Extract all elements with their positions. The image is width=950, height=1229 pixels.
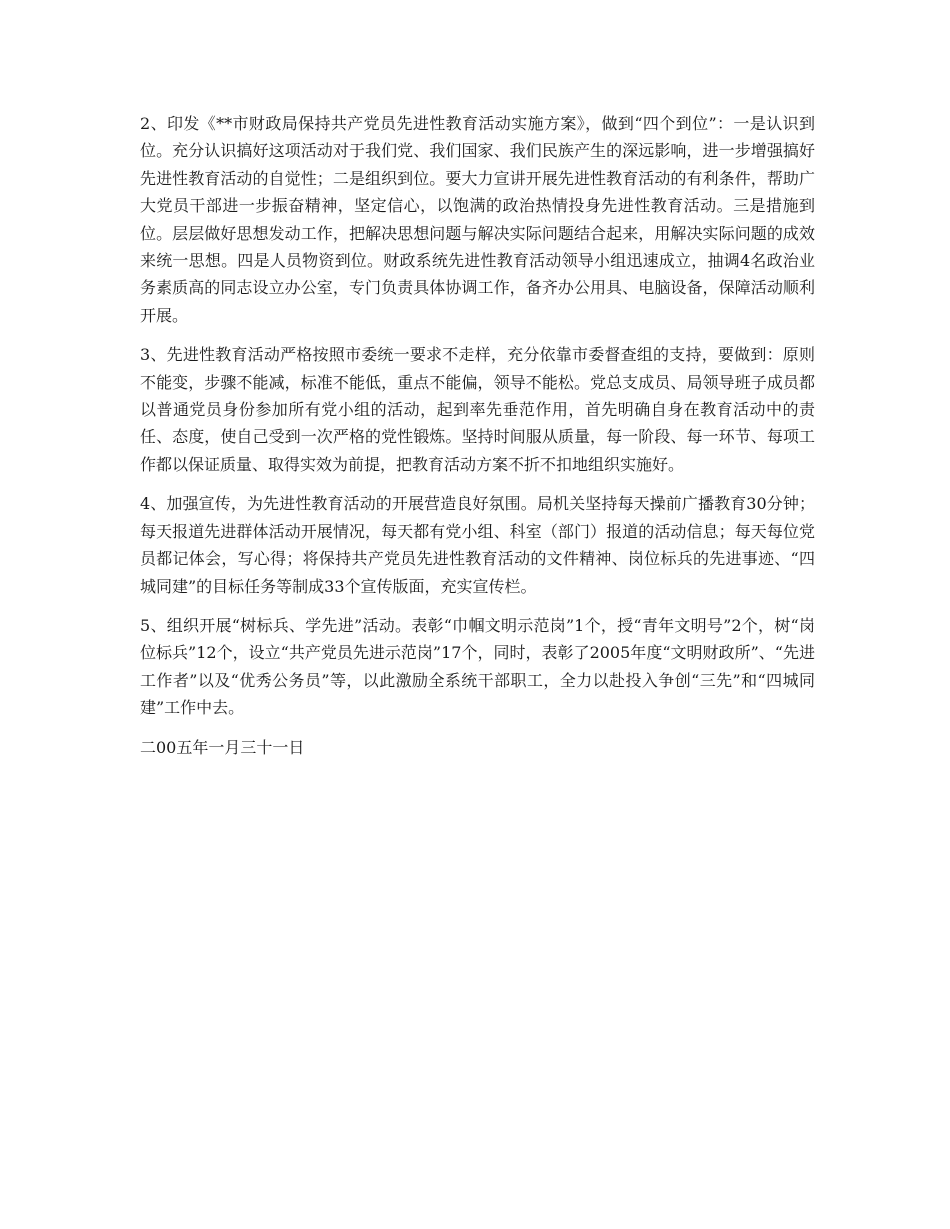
paragraph-3-strict-requirements: 3、先进性教育活动严格按照市委统一要求不走样，充分依靠市委督查组的支持，要做到：原则不能变，步骤不能减，标准不能低，重点不能偏，领导不能松。党总支成员、局领导班子成员都以普通党员身份参加所有党小组的活动，起到率先垂范作用，首先明确自身在教育活动中的责任、态度，使自己受到一次严格的党性锻炼。坚持时间服从质量，每一阶段、每一环节、每项工作都以保证质量、取得实效为前提，把教育活动方案不折不扣地组织实施好。 (140, 345, 815, 474)
document-date: 二00五年一月三十一日 (140, 737, 305, 757)
paragraph-5-model-activity: 5、组织开展“树标兵、学先进”活动。表彰“巾帼文明示范岗”1个，授“青年文明号”2个，树“岗位标兵”12个，设立“共产党员先进示范岗”17个，同时，表彰了2005年度“文明财政所”、“先进工作者”以及“优秀公务员”等，以此激励全系统干部职工，全力以赴投入争创“三先”和“四城同建”工作中去。 (140, 615, 815, 718)
paragraph-4-publicity: 4、加强宣传，为先进性教育活动的开展营造良好氛围。局机关坚持每天操前广播教育30分钟；每天报道先进群体活动开展情况，每天都有党小组、科室（部门）报道的活动信息；每天每位党员都记体会，写心得；将保持共产党员先进性教育活动的文件精神、岗位标兵的先进事迹、“四城同建”的目标任务等制成33个宣传版面，充实宣传栏。 (140, 494, 815, 596)
paragraph-2-four-in-place: 2、印发《**市财政局保持共产党员先进性教育活动实施方案》，做到“四个到位”：一是认识到位。充分认识搞好这项活动对于我们党、我们国家、我们民族产生的深远影响，进一步增强搞好先进性教育活动的自觉性；二是组织到位。要大力宣讲开展先进性教育活动的有利条件，帮助广大党员干部进一步振奋精神，坚定信心，以饱满的政治热情投身先进性教育活动。三是措施到位。层层做好思想发动工作，把解决思想问题与解决实际问题结合起来，用解决实际问题的成效来统一思想。四是人员物资到位。财政系统先进性教育活动领导小组迅速成立，抽调4名政治业务素质高的同志设立办公室，专门负责具体协调工作，备齐办公用具、电脑设备，保障活动顺利开展。 (140, 114, 815, 325)
document-body (140, 110, 815, 761)
